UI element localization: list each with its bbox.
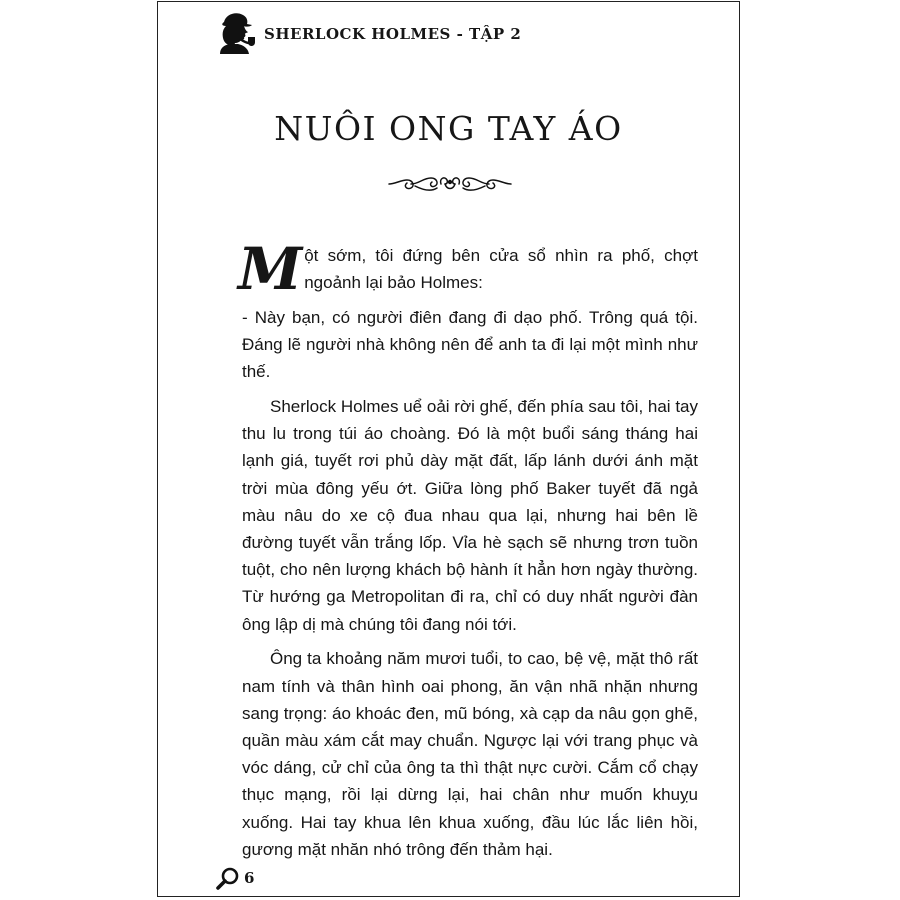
paragraph-3: Sherlock Holmes uể oải rời ghế, đến phía sau tôi, hai tay thu lu trong túi áo choàng. Đó là một buổi sáng tháng hai lạnh giá, tuyết rơi phủ dày mặt đất, lấp lánh dưới ánh mặt trời mùa đông yếu ớt. Giữa lòng phố Baker tuyết đã ngả màu nâu do xe cộ đua nhau qua lại, nhưng hai bên lề đường tuyết vẫn trắng lốp. Vỉa hè sạch sẽ nhưng trơn tuồn tuột, cho nên lượng khách bộ hành ít hẳn hơn ngày thường. Từ hướng ga Metropolitan đi ra, chỉ có duy nhất người đàn ông lập dị mà chúng tôi đang nói tới. [242, 397, 698, 634]
book-page [157, 1, 740, 897]
magnifier-icon [216, 866, 240, 890]
sherlock-silhouette-icon [210, 8, 260, 54]
running-title: SHERLOCK HOLMES - TẬP 2 [264, 25, 522, 43]
chapter-body [238, 235, 698, 870]
paragraph-1-text: ột sớm, tôi đứng bên cửa sổ nhìn ra phố, chợt ngoảnh lại bảo Holmes: [304, 246, 698, 293]
paragraph-1 [238, 235, 698, 303]
page-footer [216, 866, 254, 890]
page-number: 6 [244, 869, 255, 887]
paragraph-4: Ông ta khoảng năm mươi tuổi, to cao, bệ vệ, mặt thô rất nam tính và thân hình oai phong, ăn vận nhã nhặn nhưng sang trọng: áo khoác đen, mũ bóng, xà cạp da nâu gọn ghẽ, quần màu xám cắt may chuẩn. Ngược lại với trang phục và vóc dáng, cử chỉ của ông ta thì thật nực cười. Cắm cổ chạy thục mạng, rồi lại dừng lại, hai chân như muốn khuỵu xuống. Hai tay khua lên khua xuống, đầu lúc lắc liên hồi, gương mặt nhăn nhó trông đến thảm hại. [242, 649, 698, 859]
drop-cap: M [238, 235, 301, 303]
chapter-title: NUÔI ONG TAY ÁO [274, 109, 623, 148]
running-header [210, 8, 521, 54]
flourish-ornament-icon [385, 170, 515, 198]
paragraph-2: - Này bạn, có người điên đang đi dạo phố. Trông quá tội. Đáng lẽ người nhà không nên để anh ta đi lại một mình như thế. [242, 307, 698, 382]
